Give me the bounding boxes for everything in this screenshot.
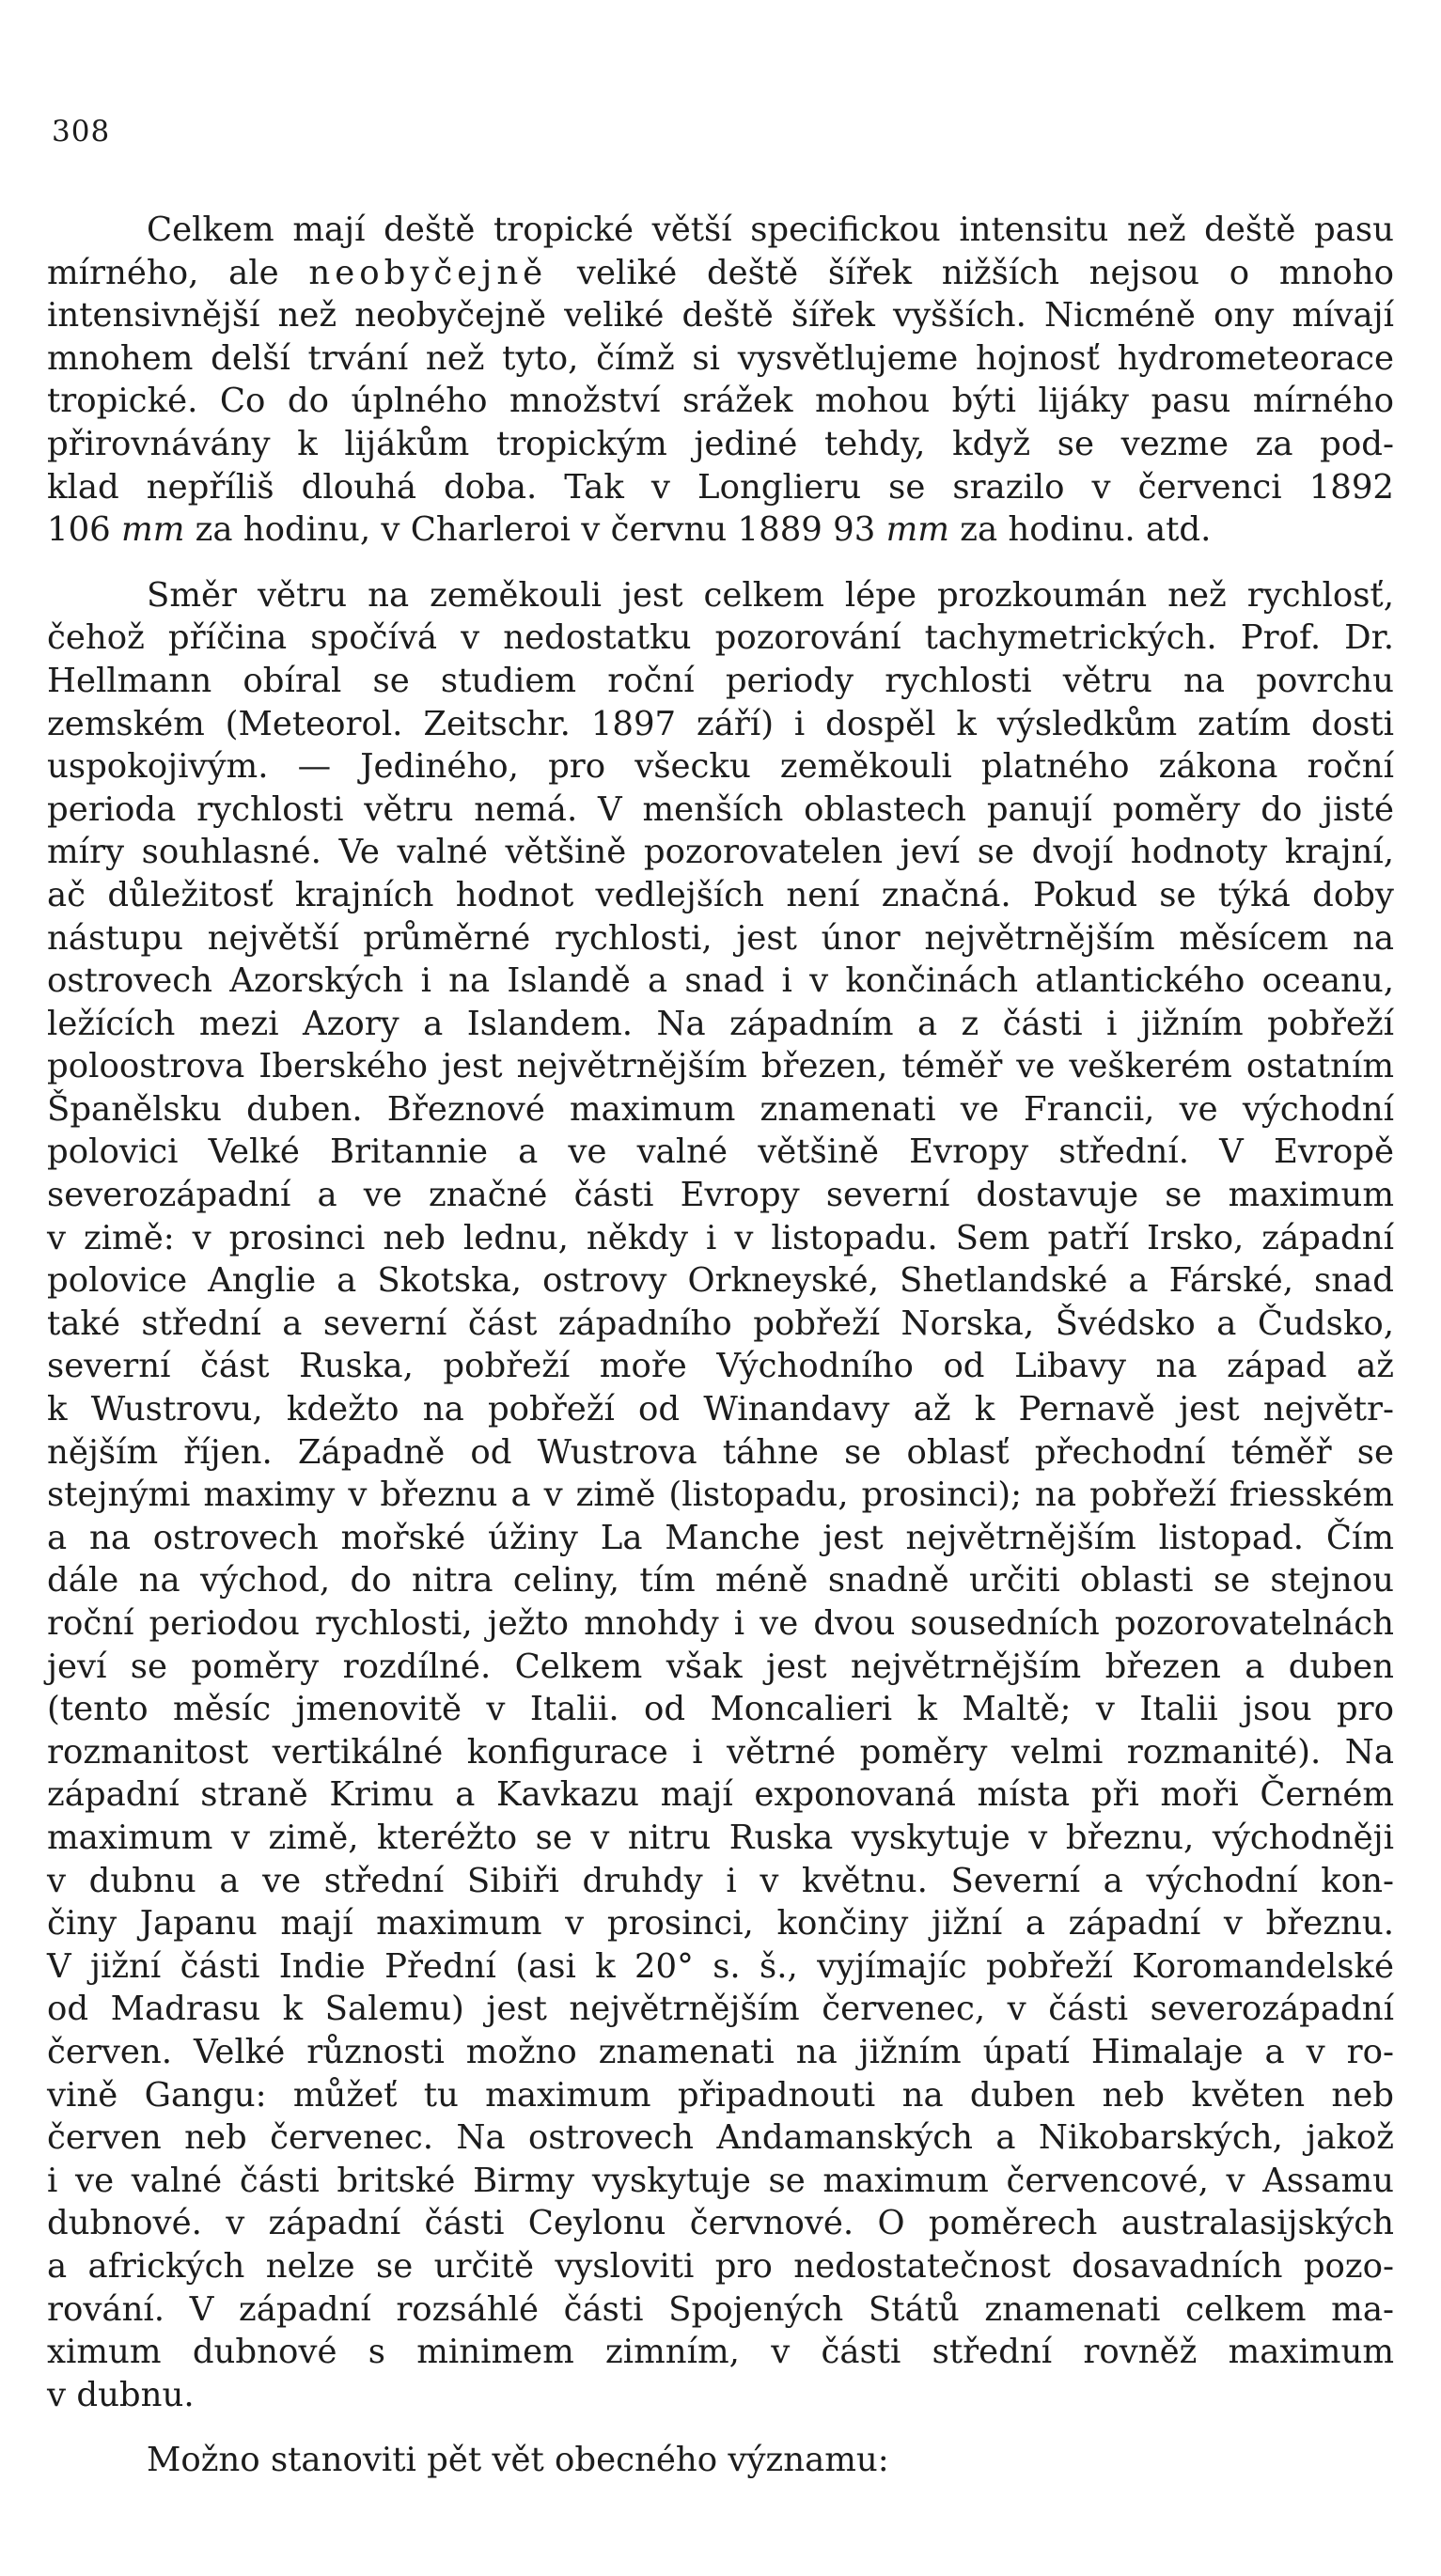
text-line: čehož příčina spočívá v nedostatku pozorování tachymetrických. Prof. Dr. [47,618,1394,658]
body-text [47,209,1394,2482]
text-line: v dubnu a ve střední Sibiři druhdy i v květnu. Severní a východní kon- [47,1861,1394,1900]
text-line: přirovnávány k lijákům tropickým jediné tehdy, když se vezme za pod- [47,424,1394,463]
text-line: červen. Velké různosti možno znamenati na jižním úpatí Himalaje a v ro- [47,2032,1394,2071]
text-line: stejnými maximy v březnu a v zimě (listopadu, prosinci); na pobřeží friesském [47,1475,1394,1515]
text-line: V jižní části Indie Přední (asi k 20° s. š., vyjímajíc pobřeží Koromandelské [47,1946,1394,1986]
text-line: mnohem delší trvání než tyto, čímž si vysvětlujeme hojnosť hydrometeorace [47,338,1394,378]
text-line: ležících mezi Azory a Islandem. Na západním a z části i jižním pobřeží [47,1004,1394,1043]
text-line: 106 mm za hodinu, v Charleroi v červnu 1889 93 mm za hodinu. atd. [47,510,1212,550]
text-line: i ve valné části britské Birmy vyskytuje se maximum červencové, v Assamu [47,2161,1394,2200]
text-line: intensivnější než neobyčejně veliké deště šířek vyšších. Nicméně ony mívají [47,296,1394,336]
text-line: polovici Velké Britannie a ve valné většině Evropy střední. V Evropě [47,1132,1394,1172]
paragraph-wind-speed [47,574,1394,2417]
text-line: severozápadní a ve značné části Evropy severní dostavuje se maximum [47,1176,1394,1215]
text-line: jeví se poměry rozdílné. Celkem však jest největrnějším březen a duben [47,1647,1394,1686]
text-line: klad nepříliš dlouhá doba. Tak v Longlieru se srazilo v červenci 1892 [47,467,1394,507]
text-line: zemském (Meteorol. Zeitschr. 1897 září) i dospěl k výsledkům zatím dosti [47,704,1394,743]
text-line: červen neb červenec. Na ostrovech Andamanských a Nikobarských, jakož [47,2118,1394,2158]
text-line: ač důležitosť krajních hodnot vedlejších není značná. Pokud se týká doby [47,875,1394,914]
text-line: dubnové. v západní části Ceylonu červnové. O poměrech australasijských [47,2204,1394,2243]
text-line: západní straně Krimu a Kavkazu mají exponovaná místa při moři Černém [47,1775,1394,1815]
paragraph-gap [47,552,1394,574]
text-line: Možno stanoviti pět vět obecného významu: [147,2441,889,2480]
text-line: tropické. Co do úplného množství srážek mohou býti lijáky pasu mírného [47,382,1394,421]
text-line: maximum v zimě, kteréžto se v nitru Ruska vyskytuje v březnu, východněji [47,1818,1394,1857]
paragraph-rainfall-intensity [47,209,1394,552]
text-line: ximum dubnové s minimem zimním, v části střední rovněž maximum [47,2333,1394,2372]
text-line: k Wustrovu, kdežto na pobřeží od Winandavy až k Pernavě jest největr- [47,1390,1394,1429]
text-line: vině Gangu: můžeť tu maximum připadnouti na duben neb květen neb [47,2075,1394,2115]
text-line: severní část Ruska, pobřeží moře Východního od Libavy na západ až [47,1347,1394,1386]
text-line: a na ostrovech mořské úžiny La Manche jest největrnějším listopad. Čím [47,1518,1394,1557]
text-line: uspokojivým. — Jediného, pro všecku zeměkouli platného zákona roční [47,747,1394,787]
text-line: od Madrasu k Salemu) jest největrnějším červenec, v části severozápadní [47,1990,1394,2029]
text-line: Směr větru na zeměkouli jest celkem lépe prozkoumán než rychlosť, [147,575,1394,615]
text-line: Celkem mají deště tropické větší specifickou intensitu než deště pasu [147,211,1394,249]
text-line: a afrických nelze se určitě vysloviti pro nedostatečnost dosavadních pozo- [47,2246,1394,2286]
paragraph-gap [47,2416,1394,2439]
text-line: Španělsku duben. Březnové maximum znamenati ve Francii, ve východní [47,1089,1394,1129]
text-line: Hellmann obíral se studiem roční periody rychlosti větru na povrchu [47,661,1394,700]
text-line: nástupu největší průměrné rychlosti, jest únor největrnějším měsícem na [47,918,1394,958]
text-line: činy Japanu mají maximum v prosinci, končiny jižní a západní v březnu. [47,1904,1394,1944]
text-line: ostrovech Azorských i na Islandě a snad i v končinách atlantického oceanu, [47,961,1394,1001]
text-line: nějším říjen. Západně od Wustrova táhne se oblasť přechodní téměř se [47,1432,1394,1472]
text-line: také střední a severní část západního pobřeží Norska, Švédsko a Čudsko, [47,1304,1394,1343]
text-line: rozmanitost vertikálné konfigurace i větrné poměry velmi rozmanité). Na [47,1732,1394,1772]
text-line: rování. V západní rozsáhlé části Spojených Států znamenati celkem ma- [47,2289,1394,2329]
text-line: perioda rychlosti větru nemá. V menších oblastech panují poměry do jisté [47,789,1394,829]
text-line: v dubnu. [47,2375,195,2414]
text-line: mírného, ale neobyčejně veliké deště šířek nižších nejsou o mnoho [47,253,1394,292]
text-line: polovice Anglie a Skotska, ostrovy Orkneyské, Shetlandské a Fárské, snad [47,1261,1394,1301]
text-line: míry souhlasné. Ve valné většině pozorovatelen jeví se dvojí hodnoty krajní, [47,833,1394,872]
page-number: 308 [52,115,111,148]
text-line: (tento měsíc jmenovitě v Italii. od Moncalieri k Maltě; v Italii jsou pro [47,1690,1394,1729]
text-line: poloostrova Iberského jest největrnějším březen, téměř ve veškerém ostatním [47,1047,1394,1086]
text-line: v zimě: v prosinci neb lednu, někdy i v listopadu. Sem patří Irsko, západní [47,1218,1394,1257]
text-line: dále na východ, do nitra celiny, tím méně snadně určiti oblasti se stejnou [47,1561,1394,1600]
text-line: roční periodou rychlosti, ježto mnohdy i ve dvou sousedních pozorovatelnách [47,1604,1394,1643]
paragraph-conclusion [47,2439,1394,2482]
